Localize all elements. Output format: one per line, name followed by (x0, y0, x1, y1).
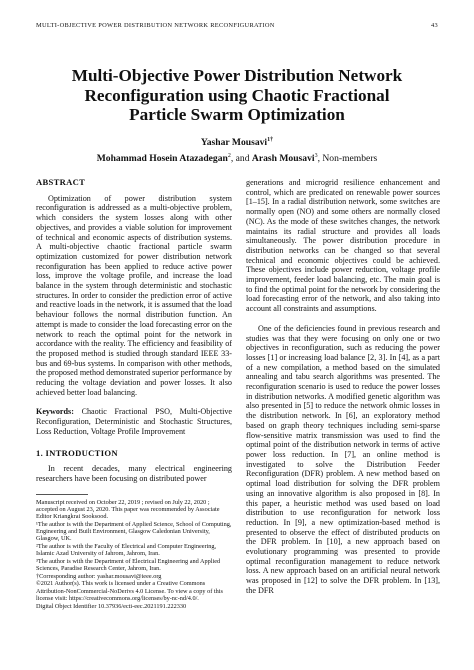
title-line-1: Multi-Objective Power Distribution Network (71, 66, 403, 85)
footnote-affil-2: ²The author is with the Faculty of Electrical and Computer Engineering, Islamic Azad University of Jahrom, Jahrom, Iran. (36, 542, 217, 558)
title-line-2: Reconfiguration using Chaotic Fractional (84, 85, 390, 105)
paper-title (40, 66, 434, 125)
author-2-affil: 2 (227, 152, 231, 159)
footnote-received: Manuscript received on October 22, 2019 ; revised on July 22, 2020 ; accepted on August 23, 2020. This paper was recommended by Associate Editor Kriangkrai Sooksood. (36, 498, 220, 521)
intro-paragraph-1-continued: generations and microgrid resilience enhancement and control, which are predicated on renewable power sources [1–15]. In a radial distribution network, some switches are normally open (NO) and some others are normally closed (NC). As the mode of these switches changes, the network maintains its radial structure and provides all loads simultaneously. The power distribution procedure in distribution networks can be changed so that several technical and economic objectives could be achieved. These objectives include power reduction, voltage profile improvement, feeder load balancing, etc. The main goal is to find the optimal point for the network by considering the load forecasting error of the network, and also taking into account all constraints and assumptions. (246, 178, 440, 314)
author-3-name: Arash Mousavi (251, 152, 315, 164)
intro-paragraph-2: One of the deficiencies found in previous research and studies was that they were focusing on only one or two objectives in reconfiguration, such as reducing the power losses [1] or increasing load balance [2, 3]. In [4], as a part of a new compilation, a method based on the simulated annealing and tabu search algorithms was presented. The reconfiguration scenario is used to reduce the power losses in distribution networks. A modified genetic algorithm was also presented in [5] to reduce the network ohmic losses in the distribution network. In [6], an exploratory method based on graph theory techniques including semi-sparse flow-sensitive matrix transmission was used to find the optimal point of the distribution network in terms of active power loss reduction. In [7], an online method is investigated to solve the Distribution Feeder Reconfiguration (DFR) problem. A new method based on optimal load distribution for solving the DFR problem using an innovative algorithm is also proposed in [8]. In this paper, a heuristic method was used based on load distribution to use reconfiguration for network loss reduction. In [9], a new optimization-based method is presented to observe the effect of distributed products on the DFR problem. In [10], a new approach based on evolutionary programming was presented to provide optimal reconfiguration management to reduce network loss. A new approach based on an artificial neural network was proposed in [12] to solve the DFR problem. In [13], the DFR (246, 323, 440, 595)
footnote-corresponding: †Corresponding author: yashar.mousavi@ieee.org (36, 572, 162, 580)
author-3-affil: 3 (314, 152, 318, 159)
page-number: 43 (431, 22, 438, 29)
author-1-name: Yashar Mousavi (200, 137, 268, 149)
left-column (36, 178, 232, 610)
author-2-name: Mohammad Hosein Atazadegan (96, 152, 228, 164)
footnote-affil-3: ³The author is with the Department of Electrical Engineering and Applied Sciences, Paradise Research Center, Jahrom, Iran. (36, 557, 221, 573)
right-column (246, 178, 440, 596)
abstract-text: Optimization of power distribution system reconfiguration is addressed as a multi-objective problem, which considers the system losses along with other objectives, and provides a viable solution for improvement of technical and economic aspects of distribution systems. A multi-objective chaotic fractional particle swarm optimization customized for power distribution network reconfiguration has been applied to reduce active power loss, improve the voltage profile, and increase the load balance in the system through deterministic and stochastic structures. In order to consider the prediction error of active and reactive loads in the network, it is assumed that the load behaviour follows the normal distribution function. An attempt is made to consider the load forecasting error on the network to reach the optimal point for the network in accordance with the reality. The efficiency and feasibility of the proposed method is studied through standard IEEE 33-bus and 69-bus systems. In comparison with other methods, the proposed method demonstrated superior performance by reducing the voltage deviation and power losses. It also achieved better load balancing. (36, 193, 232, 397)
author-block (40, 134, 434, 165)
author-and: , and (230, 152, 250, 164)
footnote-affil-1: ¹The author is with the Department of Applied Science, School of Computing, Engineering and Built Environment, Glasgow Caledonian University, Glasgow, UK. (36, 520, 232, 543)
running-head-title: MULTI-OBJECTIVE POWER DISTRIBUTION NETWORK RECONFIGURATION (36, 22, 275, 29)
author-1-affil: 1† (267, 137, 274, 143)
keywords (36, 407, 232, 436)
keywords-label: Keywords: (36, 407, 74, 417)
footnote-license: ©2021 Author(s). This work is licensed under a Creative Commons Attribution-NonCommercial-NoDerivs 4.0 License. To view a copy of this license visit: https://creativecommons.org/licenses/by-nc-nd/4.0/. (36, 580, 223, 602)
keywords-text: Chaotic Fractional PSO, Multi-Objective Reconfiguration, Deterministic and Stochastic Structures, Loss Reduction, Voltage Profile Improvement (36, 407, 233, 436)
author-membership: , Non-members (317, 152, 378, 164)
running-head (36, 22, 438, 34)
abstract-heading: ABSTRACT (36, 177, 86, 187)
intro-paragraph-1-start: In recent decades, many electrical engineering researchers have been focusing on distributed power (36, 464, 232, 483)
title-line-3: Particle Swarm Optimization (129, 105, 345, 124)
footnote-doi: Digital Object Identifier 10.37936/ecti-eec.2021191.222330 (36, 602, 187, 610)
author-line-2 (40, 150, 434, 166)
author-line-1 (40, 134, 434, 150)
footnote-rule (36, 494, 88, 495)
intro-heading: 1. INTRODUCTION (36, 447, 118, 458)
